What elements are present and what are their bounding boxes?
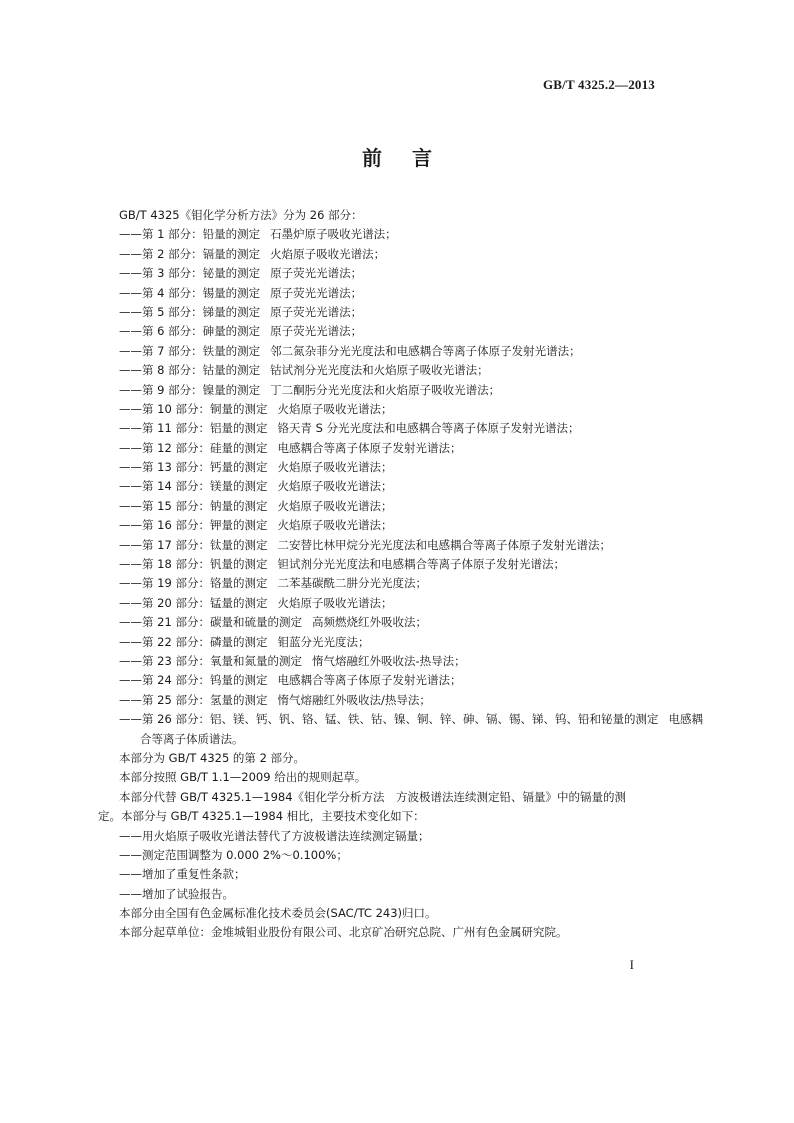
closing-line: 本部分起草单位：金堆城钼业股份有限公司、北京矿冶研究总院、广州有色金属研究院。 (119, 925, 568, 940)
part-item (119, 652, 659, 671)
part-method: 铬天青 S 分光光度法和电感耦合等离子体原子发射光谱法； (277, 421, 580, 436)
part-label: ——第 2 部分：镉量的测定 (119, 246, 261, 261)
part-method: 惰气熔融红外吸收法-热导法； (311, 653, 466, 668)
part-item (119, 516, 659, 535)
foreword-body (98, 206, 703, 943)
part-label: ——第 5 部分：锑量的测定 (119, 304, 261, 319)
part-label: ——第 12 部分：硅量的测定 (119, 440, 268, 455)
part-label: ——第 17 部分：钛量的测定 (119, 537, 268, 552)
intro-line: GB/T 4325《钼化学分析方法》分为 26 部分： (119, 208, 363, 222)
part-method: 二安替比林甲烷分光光度法和电感耦合等离子体原子发射光谱法； (277, 537, 611, 552)
part-label: ——第 3 部分：铋量的测定 (119, 266, 261, 281)
part-label: ——第 13 部分：钙量的测定 (119, 460, 268, 475)
part-label: ——第 16 部分：钾量的测定 (119, 518, 268, 533)
part-label: ——第 24 部分：钨量的测定 (119, 673, 268, 688)
part-label: ——第 25 部分：氢量的测定 (119, 692, 268, 707)
page-title: 前言 (362, 146, 462, 170)
part-method: 石墨炉原子吸收光谱法； (270, 227, 397, 242)
part-item (119, 691, 659, 710)
part-method: 火焰原子吸收光谱法； (277, 479, 393, 494)
part-method: 钽试剂分光光度法和电感耦合等离子体原子发射光谱法； (277, 557, 565, 572)
part-item (119, 439, 659, 458)
part-item (119, 594, 659, 613)
part-item (119, 458, 659, 477)
part-label: ——第 6 部分：砷量的测定 (119, 324, 261, 339)
page-number: I (629, 957, 634, 972)
part-item (119, 225, 659, 244)
part-item (119, 284, 659, 303)
part-item (119, 555, 659, 574)
part-item (119, 536, 659, 555)
part-label: ——第 4 部分：锡量的测定 (119, 285, 261, 300)
part-26-continuation: 合等离子体质谱法。 (140, 731, 244, 746)
change-item: ——增加了重复性条款； (119, 867, 246, 882)
part-method: 钴试剂分光光度法和火焰原子吸收光谱法； (270, 363, 489, 378)
part-item (119, 419, 659, 438)
part-method: 火焰原子吸收光谱法； (277, 401, 393, 416)
part-label: ——第 20 部分：锰量的测定 (119, 595, 268, 610)
part-label: ——第 8 部分：钴量的测定 (119, 363, 261, 378)
part-label: ——第 15 部分：钠量的测定 (119, 498, 268, 513)
part-item (119, 633, 659, 652)
part-item (119, 322, 659, 341)
part-method: 邻二氮杂菲分光光度法和电感耦合等离子体原子发射光谱法； (270, 343, 581, 358)
part-method: 钼蓝分光光度法； (277, 634, 370, 649)
part-item (119, 361, 659, 380)
statement-line: 本部分为 GB/T 4325 的第 2 部分。 (119, 750, 306, 765)
part-method: 惰气熔融红外吸收法/热导法； (277, 692, 431, 707)
part-item (119, 264, 659, 283)
part-label: ——第 11 部分：铝量的测定 (119, 421, 268, 436)
part-method: 电感耦 (668, 712, 703, 727)
part-method: 火焰原子吸收光谱法； (277, 518, 393, 533)
part-item (119, 400, 659, 419)
part-method: 丁二酮肟分光光度法和火焰原子吸收光谱法； (270, 382, 501, 397)
change-item: ——用火焰原子吸收光谱法替代了方波极谱法连续测定镉量； (119, 828, 430, 843)
part-item (119, 710, 703, 729)
part-label: ——第 14 部分：镁量的测定 (119, 479, 268, 494)
part-method: 二苯基碳酰二肼分光光度法； (277, 576, 427, 591)
part-label: ——第 19 部分：铬量的测定 (119, 576, 268, 591)
part-method: 火焰原子吸收光谱法； (270, 246, 386, 261)
part-label: ——第 7 部分：铁量的测定 (119, 343, 261, 358)
part-item (119, 574, 659, 593)
statement-line: 本部分按照 GB/T 1.1—2009 给出的规则起草。 (119, 770, 367, 785)
statement-line: 定。本部分与 GB/T 4325.1—1984 相比，主要技术变化如下： (98, 809, 425, 824)
part-label: ——第 21 部分：碳量和硫量的测定 (119, 615, 302, 630)
part-item (119, 245, 659, 264)
change-item: ——增加了试验报告。 (119, 886, 234, 901)
part-method: 火焰原子吸收光谱法； (277, 460, 393, 475)
part-method: 电感耦合等离子体原子发射光谱法； (277, 673, 462, 688)
statement-line: 本部分代替 GB/T 4325.1—1984《钼化学分析方法 方波极谱法连续测定铅、镉量》中的镉量的测 (119, 789, 627, 804)
part-label: ——第 22 部分：磷量的测定 (119, 634, 268, 649)
standard-number: GB/T 4325.2—2013 (542, 77, 655, 92)
part-method: 原子荧光光谱法； (270, 304, 363, 319)
part-method: 原子荧光光谱法； (270, 324, 363, 339)
part-method: 原子荧光光谱法； (270, 266, 363, 281)
part-item (119, 497, 659, 516)
part-item (119, 342, 659, 361)
part-item (119, 613, 659, 632)
part-item (119, 477, 659, 496)
part-label: ——第 10 部分：铜量的测定 (119, 401, 268, 416)
part-method: 电感耦合等离子体原子发射光谱法； (277, 440, 462, 455)
closing-line: 本部分由全国有色金属标准化技术委员会(SAC/TC 243)归口。 (119, 906, 437, 921)
part-label: ——第 26 部分：铝、镁、钙、钒、铬、锰、铁、钴、镍、铜、锌、砷、镉、锡、锑、钨、铅和铋量的测定 (119, 712, 659, 727)
change-item: ——测定范围调整为 0.000 2%～0.100%； (119, 847, 348, 862)
part-label: ——第 1 部分：铅量的测定 (119, 227, 261, 242)
part-label: ——第 9 部分：镍量的测定 (119, 382, 261, 397)
part-item (119, 381, 659, 400)
part-item (119, 671, 659, 690)
part-label: ——第 23 部分：氧量和氮量的测定 (119, 653, 302, 668)
part-method: 原子荧光光谱法； (270, 285, 363, 300)
parts-list (119, 225, 703, 729)
part-item (119, 303, 659, 322)
part-method: 高频燃烧红外吸收法； (311, 615, 427, 630)
part-label: ——第 18 部分：钒量的测定 (119, 557, 268, 572)
part-method: 火焰原子吸收光谱法； (277, 595, 393, 610)
part-method: 火焰原子吸收光谱法； (277, 498, 393, 513)
